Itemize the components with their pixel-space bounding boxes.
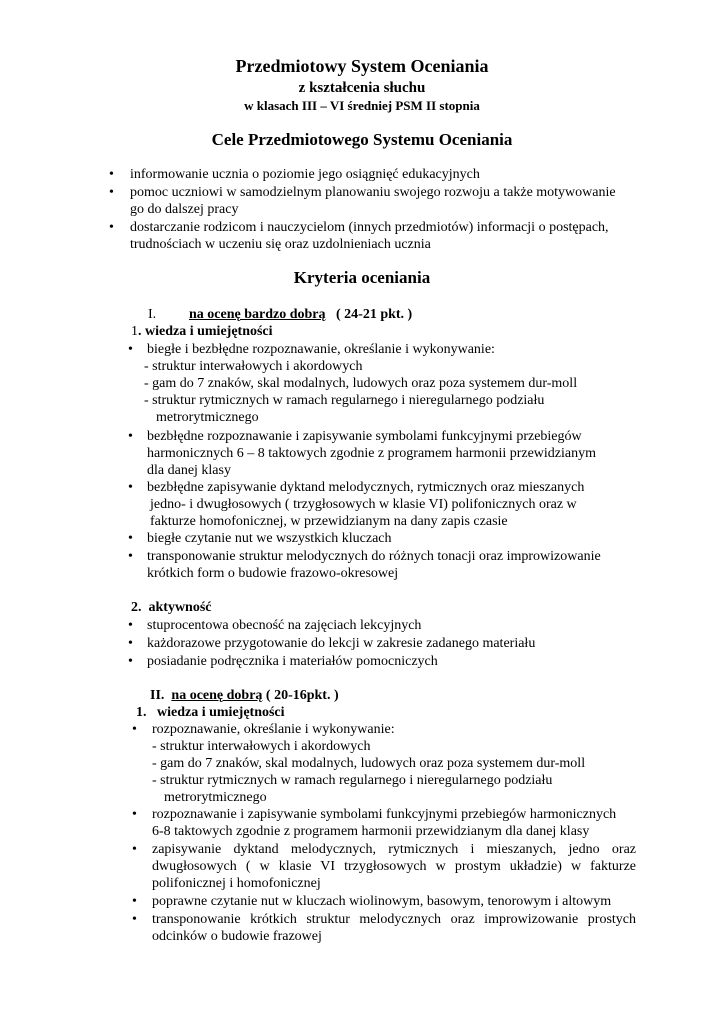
knowledge-item: bezbłędne rozpoznawanie i zapisywanie symbolami funkcyjnymi przebiegów <box>147 429 582 444</box>
section-number: 1. <box>136 705 147 720</box>
bullet-icon: • <box>128 636 133 651</box>
section-title: wiedza i umiejętności <box>157 705 285 720</box>
knowledge-item-cont: dwugłosowych ( w klasie VI trzygłosowych w prostym układzie) w fakturze <box>152 859 636 874</box>
bullet-icon: • <box>128 531 133 546</box>
goal-item: informowanie ucznia o poziomie jego osiągnięć edukacyjnych <box>130 167 480 182</box>
grade1-heading <box>189 306 412 323</box>
bullet-icon: • <box>132 842 137 857</box>
grade1-points: ( 24-21 pkt. ) <box>336 307 413 322</box>
grade1-numeral: I. <box>148 307 157 322</box>
knowledge-item: poprawne czytanie nut w kluczach wiolinowym, basowym, tenorowym i altowym <box>152 894 612 909</box>
grade2-label: na ocenę dobrą <box>171 688 263 703</box>
knowledge-item-cont: dla danej klasy <box>147 463 231 478</box>
goals-heading: Cele Przedmiotowego Systemu Oceniania <box>211 130 513 149</box>
knowledge-subitem-cont: metrorytmicznego <box>156 410 259 425</box>
goal-item: dostarczanie rodzicom i nauczycielom (innych przedmiotów) informacji o postępach, <box>130 220 609 235</box>
knowledge-subitem-cont: metrorytmicznego <box>164 790 267 805</box>
knowledge-subitem: - struktur rytmicznych w ramach regularnego i nieregularnego podziału <box>144 393 545 408</box>
section-number: 1 <box>131 324 138 339</box>
knowledge-item: transponowanie krótkich struktur melodycznych oraz improwizowanie prostych <box>152 912 636 927</box>
goal-item-cont: go do dalszej pracy <box>130 202 239 217</box>
knowledge-subitem: - struktur interwałowych i akordowych <box>144 359 363 374</box>
section-number: 2. <box>131 600 142 615</box>
section-title: aktywność <box>148 600 212 615</box>
knowledge-subitem: - gam do 7 znaków, skal modalnych, ludowych oraz poza systemem dur-moll <box>152 756 586 771</box>
bullet-icon: • <box>109 167 114 182</box>
grade1-activity-heading <box>131 599 212 616</box>
grade1-knowledge-heading: 1. wiedza i umiejętności <box>131 324 273 339</box>
knowledge-item-cont: fakturze homofonicznej, w przewidzianym na dany zapis czasie <box>150 514 508 529</box>
knowledge-item-cont: polifonicznej i homofonicznej <box>152 876 321 891</box>
knowledge-item: bezbłędne zapisywanie dyktand melodycznych, rytmicznych oraz mieszanych <box>147 480 585 495</box>
grade2-numeral: II. <box>150 688 165 703</box>
bullet-icon: • <box>128 549 133 564</box>
grade2-heading <box>150 687 339 704</box>
bullet-icon: • <box>128 654 133 669</box>
activity-item: stuprocentowa obecność na zajęciach lekcyjnych <box>147 618 422 633</box>
document-title: Przedmiotowy System Oceniania <box>235 56 489 76</box>
bullet-icon: • <box>128 618 133 633</box>
knowledge-item: rozpoznawanie i zapisywanie symbolami funkcyjnymi przebiegów harmonicznych <box>152 807 617 822</box>
bullet-icon: • <box>132 912 137 927</box>
bullet-icon: • <box>128 342 133 357</box>
bullet-icon: • <box>132 807 137 822</box>
bullet-icon: • <box>132 894 137 909</box>
bullet-icon: • <box>128 480 133 495</box>
goal-item-cont: trudnościach w uczeniu się oraz uzdolnieniach ucznia <box>130 237 431 252</box>
document-subtitle-classes: w klasach III – VI średniej PSM II stopnia <box>244 98 480 113</box>
activity-item: każdorazowe przygotowanie do lekcji w zakresie zadanego materiału <box>147 636 536 651</box>
grade2-points: ( 20-16pkt. ) <box>262 688 339 703</box>
bullet-icon: • <box>109 220 114 235</box>
knowledge-item-cont: krótkich form o budowie frazowo-okresowej <box>147 566 399 581</box>
knowledge-item: transponowanie struktur melodycznych do różnych tonacji oraz improwizowanie <box>147 549 601 564</box>
goal-item: pomoc uczniowi w samodzielnym planowaniu swojego rozwoju a także motywowanie <box>130 185 616 200</box>
document-subtitle: z kształcenia słuchu <box>298 80 426 96</box>
knowledge-subitem: - gam do 7 znaków, skal modalnych, ludowych oraz poza systemem dur-moll <box>144 376 578 391</box>
knowledge-item-cont: 6-8 taktowych zgodnie z programem harmonii przewidzianym dla danej klasy <box>152 824 590 839</box>
knowledge-item-cont: odcinków o budowie frazowej <box>152 929 322 944</box>
section-title: wiedza i umiejętności <box>145 324 273 339</box>
bullet-icon: • <box>128 429 133 444</box>
knowledge-item-cont: jedno- i dwugłosowych ( trzygłosowych w klasie VI) polifonicznych oraz w <box>150 497 577 512</box>
grade2-knowledge-heading <box>136 704 285 721</box>
bullet-icon: • <box>109 185 114 200</box>
knowledge-subitem: - struktur interwałowych i akordowych <box>152 739 371 754</box>
criteria-heading: Kryteria oceniania <box>293 268 431 287</box>
knowledge-item: biegłe i bezbłędne rozpoznawanie, określanie i wykonywanie: <box>147 342 495 357</box>
knowledge-item: rozpoznawanie, określanie i wykonywanie: <box>152 722 395 737</box>
activity-item: posiadanie podręcznika i materiałów pomocniczych <box>147 654 438 669</box>
bullet-icon: • <box>132 722 137 737</box>
grade1-label: na ocenę bardzo dobrą <box>189 307 326 322</box>
knowledge-item: biegłe czytanie nut we wszystkich kluczach <box>147 531 392 546</box>
knowledge-item: zapisywanie dyktand melodycznych, rytmicznych i mieszanych, jedno oraz <box>152 842 636 857</box>
knowledge-item-cont: harmonicznych 6 – 8 taktowych zgodnie z programem harmonii przewidzianym <box>147 446 597 461</box>
knowledge-subitem: - struktur rytmicznych w ramach regularnego i nieregularnego podziału <box>152 773 553 788</box>
